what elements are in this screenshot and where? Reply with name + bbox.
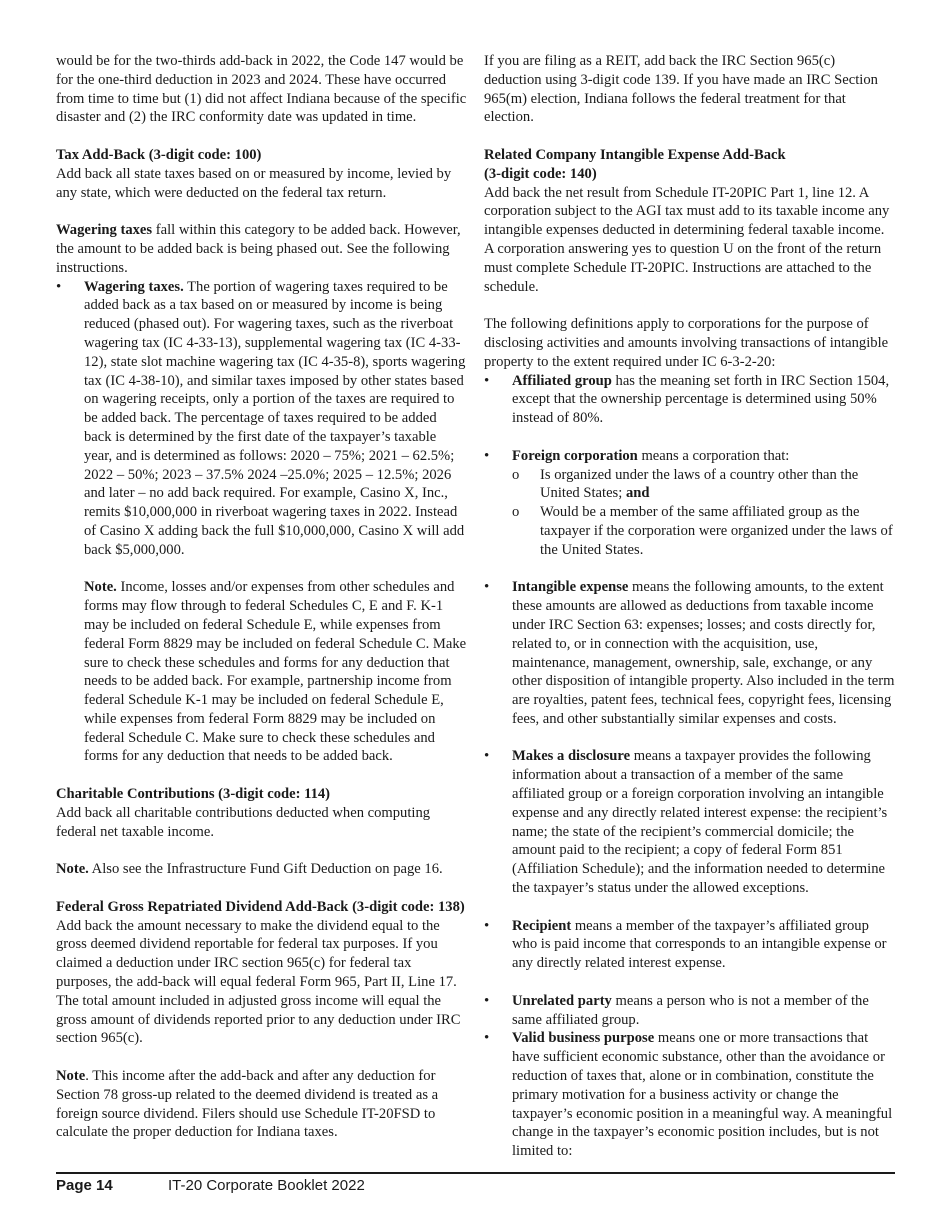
related-company-heading: Related Company Intangible Expense Add-Back (3-digit code: 140) (484, 146, 786, 182)
repatriated-body: Add back the amount necessary to make the dividend equal to the gross deemed dividend reportable for federal tax purposes. If you claimed a deduction under IRC section 965(c) for federal tax purposes, the add-back will equal federal Form 965, Part II, Line 17. The total amount included in adjusted gross income will equal the gross amount of dividends reported prior to any deduction under IRC section 965(c). (56, 917, 461, 1047)
charitable-body: Add back all charitable contributions deducted when computing federal net taxable income. (56, 804, 431, 840)
wagering-list (56, 278, 467, 767)
def-valid-business-purpose: • Valid business purpose means one or more transactions that have sufficient economic substance, other than the avoidance or reduction of taxes that, alone or in combination, constitute the primary motivation for a business activity or change the taxpayer’s economic position in a meaningful way. A meaningful change in the taxpayer’s economic position includes, but is not limited to: (484, 1029, 895, 1161)
def-makes-disclosure: • Makes a disclosure means a taxpayer provides the following information about a transaction of a member of the same affiliated group or a foreign corporation involving an intangible expense and any directly related interest expense: the recipient’s name; the state of the recipient’s commercial domicile; the amount paid to the recipient; a copy of federal Form 851 (Affiliation Schedule); and the information needed to determine the taxpayer’s status under the allowed exceptions. (484, 747, 895, 897)
tax-addback-body: Add back all state taxes based on or measured by income, levied by any state, which were deducted on the federal tax return. (56, 165, 452, 201)
foreign-sublist (512, 466, 895, 560)
def-recipient: • Recipient means a member of the taxpayer’s affiliated group who is paid income that corresponds to an intangible expense or any directly related interest expense. (484, 917, 895, 973)
page-number: Page 14 (56, 1177, 113, 1194)
infrastructure-note: Note. Also see the Infrastructure Fund Gift Deduction on page 16. (56, 861, 443, 878)
wagering-lead: Wagering taxes (56, 222, 153, 239)
def-affiliated-group: • Affiliated group has the meaning set forth in IRC Section 1504, except that the ownership percentage is determined using 50% instead of 80%. (484, 372, 895, 428)
charitable-heading: Charitable Contributions (3-digit code: 114) (56, 786, 331, 803)
intro-paragraph: would be for the two-thirds add-back in 2022, the Code 147 would be for the one-third deduction in 2023 and 2024. These have occurred from time to time but (1) did not affect Indiana because of the specific disaster and (2) the IRC conformity date was updated in time. (56, 53, 467, 126)
page-footer (56, 1177, 365, 1194)
wagering-intro: Wagering taxes fall within this category to be added back. However, the amount to be added back is being phased out. See the following instructions. (56, 222, 461, 276)
tax-addback-heading: Tax Add-Back (3-digit code: 100) (56, 146, 262, 163)
definitions-list (484, 372, 895, 1161)
footer-divider (56, 1172, 895, 1174)
left-column (56, 52, 467, 1142)
section78-note: Note. This income after the add-back and after any deduction for Section 78 gross-up related to the deemed dividend is treated as a foreign source dividend. Filers should use Schedule IT-20FSD to calculate the proper deduction for Indiana taxes. (56, 1068, 439, 1141)
def-intangible-expense: • Intangible expense means the following amounts, to the extent these amounts are allowed as deductions from taxable income under IRC Section 63: expenses; losses; and costs directly for, related to, or in connection with the acquisition, use, maintenance, management, ownership, sale, exchange, or any other disposition of intangible property. Also included in the term are royalties, patent fees, technical fees, copyright fees, licensing fees, and other substantially similar expenses and costs. (484, 578, 895, 728)
foreign-sub-item: o Would be a member of the same affiliated group as the taxpayer if the corporation were organized under the laws of the United States. (512, 504, 893, 558)
related-company-body: Add back the net result from Schedule IT-20PIC Part 1, line 12. A corporation subject to the AGI tax must add to its taxable income any intangible expenses deducted in determining federal taxable income. A corporation answering yes to question U on the front of the return must complete Schedule IT-20PIC. Instructions are attached to the schedule. (484, 184, 890, 295)
definitions-intro: The following definitions apply to corporations for the purpose of disclosing activities and amounts involving transactions of intangible property to the extent required under IC 6-3-2-20: (484, 316, 889, 370)
wagering-bullet: • Wagering taxes. The portion of wagering taxes required to be added back as a tax based on or measured by income is being reduced (phased out). For wagering taxes, such as the riverboat wagering tax (IC 4-33-13), supplemental wagering tax (IC 4-33-12), state slot machine wagering tax (IC 4-35-8), sports wagering tax (IC 4-38-10), and similar taxes imposed by other states based on wagering receipts, only a portion of the taxes are required to be added back. The percentage of taxes required to be added back is determined by the first date of the taxpayer’s taxable year, and is determined as follows: 2020 – 75%; 2021 – 62.5%; 2022 – 50%; 2023 – 37.5% 2024 –25.0%; 2025 – 12.5%; 2026 and later – no add back required. For example, Casino X, Inc., remits $10,000,000 in riverboat wagering taxes in 2022. Instead of Casino X adding back the full $10,000,000, Casino X will add back $5,000,000. Note. Income, losses and/or expenses from other schedules and forms may flow through to federal Schedules C, E and F. K-1 may be included on federal Schedule E, while expenses from federal Form 8829 may be included on federal Schedule C. Make sure to check these schedules and forms for any deduction that needs to be added back. For example, partnership income from federal Schedule K-1 may be included on federal Schedule E, while expenses from federal Form 8829 may be included on federal Schedule C. Make sure to check these schedules and forms for any deduction that needs to be added back. (56, 278, 467, 767)
reit-paragraph: If you are filing as a REIT, add back the IRC Section 965(c) deduction using 3-digit code 139. If you have made an IRC Section 965(m) election, Indiana follows the federal treatment for that election. (484, 53, 878, 126)
def-foreign-corporation: • Foreign corporation means a corporation that: o Is organized under the laws of a country other than the United States; and o Would be a member of the same affiliated group as the taxpayer if the corporation were organized under the laws of the United States. (484, 447, 895, 560)
def-unrelated-party: • Unrelated party means a person who is not a member of the same affiliated group. (484, 992, 895, 1030)
wagering-note: Note. Income, losses and/or expenses from other schedules and forms may flow through to federal Schedules C, E and F. K-1 may be included on federal Schedule E, while expenses from federal Form 8829 may be included on federal Schedule C. Make sure to check these schedules and forms for any deduction that needs to be added back. For example, partnership income from federal Schedule K-1 may be included on federal Schedule E, while expenses from federal Form 8829 may be included on federal Schedule C. Make sure to check these schedules and forms for any deduction that needs to be added back. (84, 579, 467, 765)
right-column (484, 52, 895, 1161)
booklet-title: IT-20 Corporate Booklet 2022 (168, 1177, 365, 1194)
foreign-sub-item: o Is organized under the laws of a country other than the United States; and (512, 466, 859, 502)
repatriated-heading: Federal Gross Repatriated Dividend Add-Back (3-digit code: 138) (56, 898, 465, 915)
